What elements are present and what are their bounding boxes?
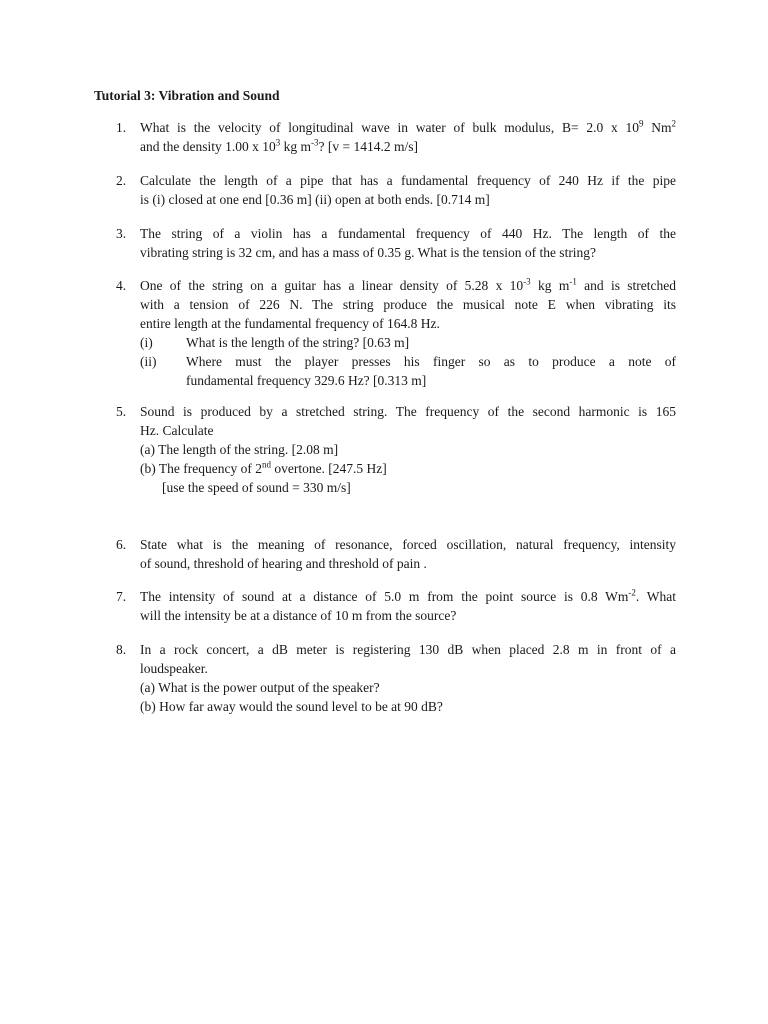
question-number: 4. (116, 278, 127, 293)
sub-question-ii (140, 352, 676, 390)
question-number: 2. (116, 173, 127, 188)
question-line: is (i) closed at one end [0.36 m] (ii) open at both ends. [0.714 m] (140, 192, 490, 207)
question-line: vibrating string is 32 cm, and has a mass of 0.35 g. What is the tension of the string? (140, 245, 597, 260)
sub-question-label: (i) (140, 335, 153, 350)
question-line: and the density 1.00 x $10^3$ kg $m^{-3}$? [v = 1414.2 m/s] (140, 137, 418, 154)
question-line: will the intensity be at a distance of 10 m from the source? (140, 608, 457, 623)
question-line: In a rock concert, a dB meter is registering 130 dB when placed 2.8 m in front of a (140, 642, 676, 657)
question-text (140, 171, 676, 209)
question-line: Calculate the length of a pipe that has a fundamental frequency of 240 Hz if the pipe (140, 173, 676, 188)
question-line: What is the velocity of longitudinal wave in water of bulk modulus, B= 2.0 x $10^9$ Nm$^2$ (140, 118, 676, 135)
question-number: 5. (116, 404, 127, 419)
question-text (140, 402, 676, 497)
question-line: One of the string on a guitar has a linear density of 5.28 x $10^{-3}$ kg $m^{-1}$ and is stretched (140, 276, 676, 293)
sub-question-i (140, 333, 676, 352)
part-a: (a) What is the power output of the speaker? (140, 680, 380, 695)
question-text (140, 535, 676, 573)
question-line: State what is the meaning of resonance, forced oscillation, natural frequency, intensity (140, 537, 676, 552)
part-b: (b) How far away would the sound level to be at 90 dB? (140, 699, 443, 714)
question-number: 7. (116, 589, 127, 604)
document-title: Tutorial 3: Vibration and Sound (94, 88, 280, 103)
note: [use the speed of sound = 330 m/s] (162, 480, 351, 495)
question-text (140, 224, 676, 262)
question-number: 6. (116, 537, 127, 552)
part-a: (a) The length of the string. [2.08 m] (140, 442, 339, 457)
question-line: Sound is produced by a stretched string. The frequency of the second harmonic is 165 (140, 404, 676, 419)
question-number: 1. (116, 120, 127, 135)
question-line: with a tension of 226 N. The string produce the musical note E when vibrating its (140, 297, 676, 312)
question-line: loudspeaker. (140, 661, 208, 676)
question-line: of sound, threshold of hearing and threshold of pain . (140, 556, 427, 571)
question-text (140, 640, 676, 716)
question-line: The string of a violin has a fundamental frequency of 440 Hz. The length of the (140, 226, 676, 241)
sub-question-label: (ii) (140, 354, 157, 369)
question-number: 3. (116, 226, 127, 241)
sub-question-text: Where must the player presses his finger so as to produce a note of (186, 354, 676, 369)
sub-question-text: fundamental frequency 329.6 Hz? [0.313 m] (186, 373, 427, 388)
question-line: The intensity of sound at a distance of 5.0 m from the point source is 0.8 $Wm^{-2}$. What (140, 587, 677, 604)
question-line: entire length at the fundamental frequency of 164.8 Hz. (140, 316, 440, 331)
sub-question-text: What is the length of the string? [0.63 m] (186, 335, 410, 350)
part-b: (b) The frequency of 2nd overtone. [247.5 Hz] (140, 459, 387, 476)
question-text (140, 118, 676, 156)
question-text (140, 276, 676, 390)
question-line: Hz. Calculate (140, 423, 214, 438)
question-number: 8. (116, 642, 127, 657)
question-text (140, 587, 676, 625)
